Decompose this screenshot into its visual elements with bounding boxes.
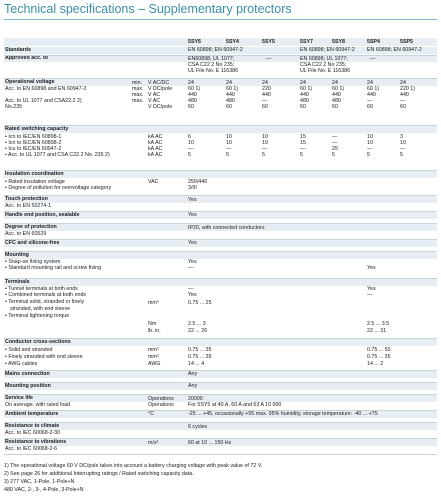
section-label: Mounting — [5, 252, 29, 258]
cell: 60 — [332, 104, 338, 110]
cell: — — [188, 265, 194, 271]
row-unit: mm² — [148, 300, 159, 306]
footnote-2: 2) See page 26 for additional Interrupting ratings / Rated switching capacity data. — [4, 471, 194, 477]
footnote-3: 3) 277 VAC, 1-Pole, 1-Pole+N — [4, 479, 75, 485]
row-label: • Icu to IEC/EN 60947-2 — [5, 146, 62, 152]
column-header-5sy7: 5SY7 — [300, 39, 313, 45]
section-insulation-coordination — [4, 171, 437, 178]
row-unit: VAC — [148, 179, 159, 185]
approved-value: CSA C22.2 No 235; — [300, 62, 347, 68]
cell: IP20, with connected conductors — [188, 225, 265, 231]
cell: 10 — [400, 140, 406, 146]
cell: 24 — [400, 80, 406, 86]
cell: 60 1) — [226, 86, 239, 92]
row-separator — [4, 338, 437, 339]
row-unit: kA AC — [148, 134, 163, 140]
cell: — — [262, 98, 268, 104]
row-unit: Operations — [148, 402, 174, 408]
row-label: Acc. to IEC 60068-2-30 — [5, 430, 61, 436]
cell: 60 1) — [367, 86, 380, 92]
cell: 25 — [332, 146, 338, 152]
row-qualifier: max. — [132, 98, 144, 104]
section-resistance-to-climate — [4, 423, 437, 430]
section-mounting-position — [4, 383, 437, 390]
cell: — — [332, 140, 338, 146]
row-separator — [4, 422, 437, 423]
row-label: On average, with rated load — [5, 402, 71, 408]
cell: 22 ... 31 — [367, 328, 387, 334]
cell: For 5SY5 at 40 A, 60 A and 63 A 10 000 — [188, 402, 282, 408]
row-label: Acc. to EN 60898 and EN 60947-2 — [5, 86, 87, 92]
row-label: Acc. to EN 60529 — [5, 231, 47, 237]
cell: Yes — [367, 286, 376, 292]
section-label: Approved acc. to — [5, 55, 48, 61]
section-label: Standards — [5, 47, 31, 53]
row-unit: °C — [148, 411, 154, 417]
section-mounting — [4, 252, 437, 259]
approved-value: CSA C22.2 No 235; — [188, 62, 235, 68]
cell: 10 — [367, 140, 373, 146]
cell: 5 — [332, 152, 335, 158]
approved-value: UL File No. E 116386 — [300, 68, 351, 74]
cell: — — [262, 146, 268, 152]
cell: 60 — [262, 104, 268, 110]
row-label: No.235 — [5, 104, 23, 110]
row-label: • Rated insulation voltage — [5, 179, 65, 185]
cell: 480 — [188, 98, 197, 104]
row-unit: AWG — [148, 361, 161, 367]
cell: 20000 — [188, 396, 203, 402]
row-unit: V AC — [148, 98, 161, 104]
cell: 10 — [226, 140, 232, 146]
cell: 60 1) — [188, 86, 201, 92]
cell: 5 — [400, 152, 403, 158]
cell: — — [332, 134, 338, 140]
cell: 15 — [300, 134, 306, 140]
footnote-1: 1) The operational voltage 60 V DC/pole takes into account a battery charging voltage with peak value of 72 V. — [4, 463, 263, 469]
row-label: • Snap-on fixing system — [5, 259, 61, 265]
section-label: Ambient temperature — [5, 411, 59, 417]
row-label: • Standard mounting rail and screw fixing — [5, 265, 102, 271]
row-unit: Operations — [148, 396, 174, 402]
cell: 10 — [262, 134, 268, 140]
cell: — — [226, 146, 232, 152]
row-label: • Acc. to UL 1077 and CSA C22.2 No. 235 2) — [5, 152, 110, 158]
approved-value: — — [266, 56, 272, 62]
cell: 24 — [367, 80, 373, 86]
cell: — — [300, 146, 306, 152]
cell: 440 — [226, 92, 235, 98]
row-separator — [4, 78, 437, 79]
row-unit: mm² — [148, 354, 159, 360]
cell: 5 — [300, 152, 303, 158]
cell: 480 — [226, 98, 235, 104]
cell: 10 — [262, 140, 268, 146]
cell: Yes — [188, 212, 197, 218]
cell: 60 1) — [300, 86, 313, 92]
row-unit: kA AC — [148, 152, 163, 158]
section-label: Rated switching capacity — [5, 126, 69, 132]
standards-value: EN 60898; EN 60947-2 — [300, 47, 355, 53]
cell: 60 — [300, 104, 306, 110]
cell: 10 — [188, 140, 194, 146]
row-separator — [4, 438, 437, 439]
cell: Any — [188, 371, 198, 377]
column-header-5sp5: 5SP5 — [400, 39, 413, 45]
section-label: Touch protection — [5, 196, 48, 202]
cell: — — [400, 146, 406, 152]
section-conductor-cross-sections — [4, 339, 437, 346]
row-label: • AWG cables — [5, 361, 38, 367]
row-separator — [4, 370, 437, 371]
cell: 10 — [226, 134, 232, 140]
section-label: Terminals — [5, 279, 30, 285]
cell: 60 — [367, 104, 373, 110]
cell: 60 — [400, 104, 406, 110]
cell: 24 — [262, 80, 268, 86]
row-label: • Icn to IEC/EN 60898-2 — [5, 140, 62, 146]
section-rated-switching-capacity — [4, 126, 437, 133]
cell: 5 — [188, 152, 191, 158]
approved-value: UL File No. E 116386 — [188, 68, 239, 74]
cell: 0.75 ... 35 — [188, 347, 212, 353]
cell: 440 — [400, 92, 409, 98]
standards-value: EN 60898; EN 60947-2 — [367, 47, 422, 53]
section-label: Operational voltage — [5, 79, 55, 85]
section-label: Mounting position — [5, 383, 51, 389]
cell: 3/III — [188, 185, 197, 191]
cell: 220 1) — [400, 86, 416, 92]
cell: — — [367, 146, 373, 152]
cell: 250/440 — [188, 179, 208, 185]
row-qualifier: min. — [132, 80, 143, 86]
row-separator — [4, 382, 437, 383]
cell: 60 — [226, 104, 232, 110]
row-label: • Degree of pollution for overvoltage category — [5, 185, 112, 191]
row-qualifier: max. — [132, 86, 144, 92]
row-unit: mm² — [148, 347, 159, 353]
row-separator — [4, 239, 437, 240]
cell: — — [188, 286, 194, 292]
row-separator — [4, 195, 437, 196]
approved-value: EN60898; UL 1077; — [188, 56, 235, 62]
row-unit: V AC/DC — [148, 80, 170, 86]
cell: 6 — [188, 134, 191, 140]
row-label: Acc. to IEC 60068-2-6 — [5, 446, 58, 452]
section-cfc — [4, 240, 437, 247]
cell: 220 — [262, 86, 271, 92]
row-unit: V DC/pole — [148, 86, 173, 92]
row-unit: lb. in. — [148, 328, 161, 334]
cell: 0.75 ... 50 — [367, 347, 391, 353]
row-label: stranded, with end sleeve — [10, 306, 71, 312]
section-label: Degree of protection — [5, 224, 57, 230]
row-qualifier: max. — [132, 92, 144, 98]
row-separator — [4, 170, 437, 171]
cell: 6 cycles — [188, 424, 208, 430]
cell: Yes — [188, 240, 197, 246]
cell: 24 — [188, 80, 194, 86]
cell: 3 — [400, 134, 403, 140]
row-label: • Combined terminals at both ends — [5, 292, 87, 298]
footnote-3-continued: 480 VAC, 2-, 3-, 4-Pole, 3-Pole+N — [4, 487, 84, 493]
column-header-5sy6: 5SY6 — [188, 39, 201, 45]
row-separator — [4, 211, 437, 212]
approved-value: EN 60898; UL 1077; — [300, 56, 348, 62]
approved-value: — — [370, 56, 376, 62]
row-separator — [4, 454, 437, 455]
row-separator — [4, 251, 437, 252]
cell: 60 at 10 ... 150 Hz — [188, 440, 232, 446]
row-separator — [4, 223, 437, 224]
cell: 440 — [300, 92, 309, 98]
page-title: Technical specifications – Supplementary protectors — [4, 2, 292, 16]
cell: -25 ... +45, occasionally +55 max. 95% humidity, storage temperature: -40 ... +75 — [188, 411, 378, 417]
cell: 60 1) — [332, 86, 345, 92]
cell: 14 ... 4 — [188, 361, 205, 367]
cell: 24 — [226, 80, 232, 86]
cell: 5 — [262, 152, 265, 158]
cell: Yes — [188, 292, 197, 298]
column-header-5sy8: 5SY8 — [332, 39, 345, 45]
cell: 440 — [188, 92, 197, 98]
row-separator — [4, 55, 437, 56]
cell: Yes — [188, 197, 197, 203]
cell: 2.5 ... 3.5 — [367, 321, 390, 327]
column-header-5sy5: 5SY5 — [262, 39, 275, 45]
section-label: Service life — [5, 395, 33, 401]
section-label: CFC and silicone-free — [5, 240, 60, 246]
cell: 22 ... 26 — [188, 328, 208, 334]
cell: 0.75 ... 35 — [367, 354, 391, 360]
section-label: Resistance to climate — [5, 423, 60, 429]
cell: 440 — [367, 92, 376, 98]
row-label: • Terminal tightening torque — [5, 313, 70, 319]
section-handle-end-position — [4, 212, 437, 219]
section-label: Conductor cross-sections — [5, 339, 71, 345]
row-unit: kA AC — [148, 146, 163, 152]
row-separator — [4, 394, 437, 395]
cell: 440 — [262, 92, 271, 98]
cell: 440 — [332, 92, 341, 98]
section-service-life — [4, 395, 437, 402]
column-header-5sy4: 5SY4 — [226, 39, 239, 45]
cell: 480 — [300, 98, 309, 104]
row-separator — [4, 278, 437, 279]
row-label: Acc. to EN 50274-1 — [5, 203, 51, 209]
row-label: • Finely stranded with end sleeve — [5, 354, 83, 360]
cell: — — [367, 98, 373, 104]
section-mains-connection — [4, 371, 437, 378]
row-label: • Solid and stranded — [5, 347, 53, 353]
cell: Any — [188, 383, 198, 389]
row-unit: V DC/pole — [148, 104, 173, 110]
row-separator — [4, 125, 437, 126]
row-label: • Tunnel terminals at both ends — [5, 286, 78, 292]
cell: Yes — [367, 265, 376, 271]
row-label: Acc. to UL 1077 and CSA22.2 2) — [5, 98, 82, 104]
standards-value: EN 60898; EN 60947-2 — [188, 47, 243, 53]
column-header-5sp4: 5SP4 — [367, 39, 380, 45]
section-touch-protection — [4, 196, 437, 203]
cell: 480 — [332, 98, 341, 104]
cell: Yes — [188, 259, 197, 265]
cell: 14 ... 2 — [367, 361, 384, 367]
row-unit: m/s² — [148, 440, 159, 446]
title-rule — [4, 19, 437, 20]
row-separator — [4, 410, 437, 411]
cell: 0.75 ... 35 — [188, 354, 212, 360]
cell: — — [400, 98, 406, 104]
row-unit: kA AC — [148, 140, 163, 146]
section-label: Resistance to vibrations — [5, 439, 67, 445]
section-label: Mains connection — [5, 371, 50, 377]
cell: 60 — [188, 104, 194, 110]
cell: — — [367, 292, 373, 298]
section-terminals — [4, 279, 437, 286]
cell: 15 — [300, 140, 306, 146]
cell: — — [188, 146, 194, 152]
cell: 2.5 ... 3 — [188, 321, 206, 327]
cell: 24 — [300, 80, 306, 86]
cell: 5 — [367, 152, 370, 158]
cell: 10 — [367, 134, 373, 140]
section-label: Insulation coordination — [5, 171, 64, 177]
row-label: • Terminal solid, stranded or finely — [5, 299, 85, 305]
section-label: Handle end position, sealable — [5, 212, 80, 218]
row-unit: V AC — [148, 92, 161, 98]
row-unit: Nm — [148, 321, 157, 327]
row-label: • Icn to IEC/EN 60898-1 — [5, 134, 62, 140]
cell: 24 — [332, 80, 338, 86]
cell: 0.75 ... 25 — [188, 300, 212, 306]
cell: 5 — [226, 152, 229, 158]
